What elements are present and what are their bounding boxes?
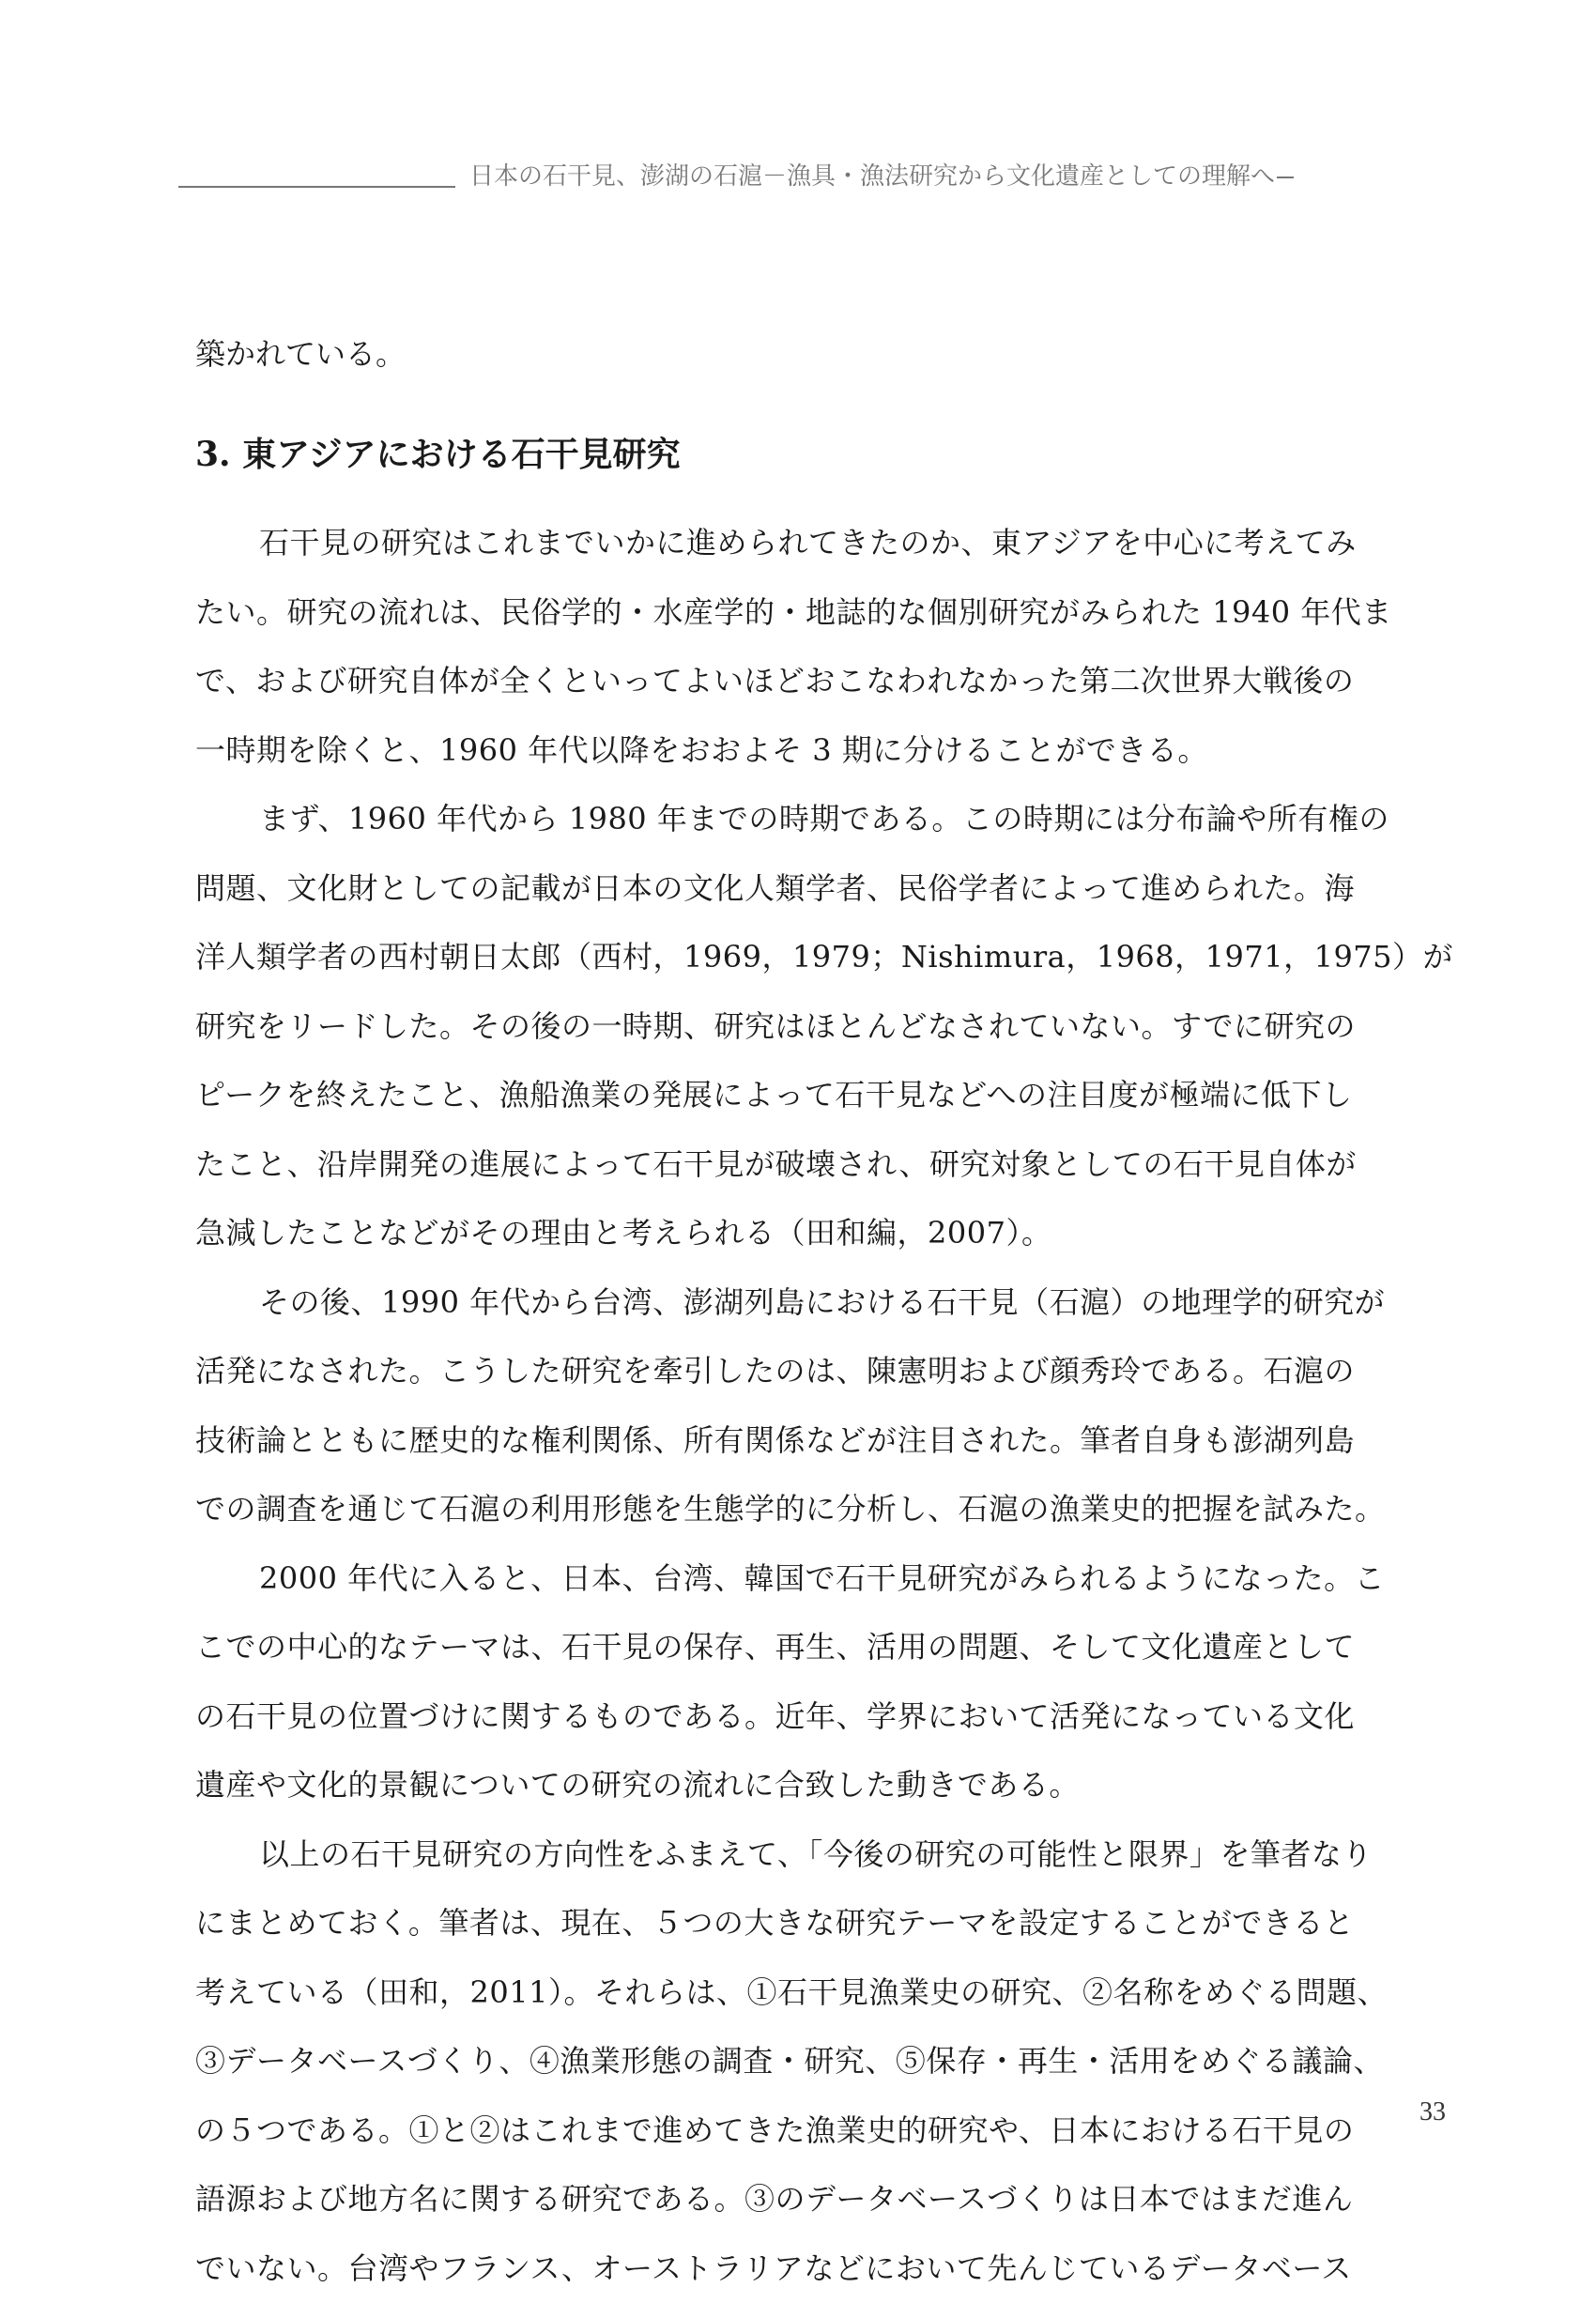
paragraph-line: にまとめておく。筆者は、現在、５つの大きな研究テーマを設定することができると: [195, 1889, 1435, 1958]
paragraph-line: での調査を通じて石滬の利用形態を生態学的に分析し、石滬の漁業史的把握を試みた。: [195, 1475, 1435, 1544]
paragraph-line: の石干見の位置づけに関するものである。近年、学界において活発になっている文化: [195, 1682, 1435, 1752]
paragraph-line: で、および研究自体が全くといってよいほどおこなわれなかった第二次世界大戦後の: [195, 647, 1435, 716]
paragraph-line: ③データベースづくり、④漁業形態の調査・研究、⑤保存・再生・活用をめぐる議論、: [195, 2027, 1435, 2096]
paragraph-line: こでの中心的なテーマは、石干見の保存、再生、活用の問題、そして文化遺産として: [195, 1613, 1435, 1682]
page-body: [195, 319, 1435, 2303]
paragraph-line: でいない。台湾やフランス、オーストラリアなどにおいて先んじているデータベース: [195, 2234, 1435, 2303]
paragraph-line: 技術論とともに歴史的な権利関係、所有関係などが注目された。筆者自身も澎湖列島: [195, 1406, 1435, 1476]
paragraph-line: 研究をリードした。その後の一時期、研究はほとんどなされていない。すでに研究の: [195, 992, 1435, 1062]
paragraph-3: [195, 1268, 1435, 1544]
paragraph-line: の５つである。①と②はこれまで進めてきた漁業史的研究や、日本における石干見の: [195, 2096, 1435, 2166]
paragraph-line: 語源および地方名に関する研究である。③のデータベースづくりは日本ではまだ進ん: [195, 2165, 1435, 2234]
page-number: 33: [1352, 2094, 1446, 2131]
continuation-text: 築かれている。: [195, 319, 1435, 389]
paragraph-line: まず、1960 年代から 1980 年までの時期である。この時期には分布論や所有権の: [195, 785, 1435, 854]
section-heading: 3. 東アジアにおける石干見研究: [195, 426, 1435, 483]
paragraph-1: [195, 509, 1435, 785]
paragraph-line: 2000 年代に入ると、日本、台湾、韓国で石干見研究がみられるようになった。こ: [195, 1544, 1435, 1614]
paragraph-line: 急減したことなどがその理由と考えられる（田和編，2007）。: [195, 1199, 1435, 1268]
paragraph-line: 一時期を除くと、1960 年代以降をおおよそ 3 期に分けることができる。: [195, 716, 1435, 786]
paragraph-line: ピークを終えたこと、漁船漁業の発展によって石干見などへの注目度が極端に低下し: [195, 1061, 1435, 1130]
paragraph-2: [195, 785, 1435, 1268]
paragraph-line: 活発になされた。こうした研究を牽引したのは、陳憲明および顔秀玲である。石滬の: [195, 1337, 1435, 1406]
header-rule: [178, 186, 455, 188]
paragraph-line: 遺産や文化的景観についての研究の流れに合致した動きである。: [195, 1751, 1435, 1820]
paragraph-4: [195, 1544, 1435, 1820]
running-header: [178, 158, 1446, 195]
header-title: 日本の石干見、澎湖の石滬－漁具・漁法研究から文化遺産としての理解へ: [469, 158, 1446, 195]
paragraph-line: 問題、文化財としての記載が日本の文化人類学者、民俗学者によって進められた。海: [195, 854, 1435, 924]
paragraph-line: 以上の石干見研究の方向性をふまえて、「今後の研究の可能性と限界」を筆者なり: [195, 1820, 1435, 1890]
paragraph-line: 石干見の研究はこれまでいかに進められてきたのか、東アジアを中心に考えてみ: [195, 509, 1435, 578]
paragraph-line: 考えている（田和，2011）。それらは、①石干見漁業史の研究、②名称をめぐる問題、: [195, 1958, 1435, 2028]
paragraph-line: たい。研究の流れは、民俗学的・水産学的・地誌的な個別研究がみられた 1940 年代ま: [195, 578, 1435, 648]
paragraph-line: 洋人類学者の西村朝日太郎（西村，1969，1979；Nishimura，1968，1971，1975）が: [195, 923, 1435, 992]
paragraph-line: たこと、沿岸開発の進展によって石干見が破壊され、研究対象としての石干見自体が: [195, 1130, 1435, 1200]
paragraph-line: その後、1990 年代から台湾、澎湖列島における石干見（石滬）の地理学的研究が: [195, 1268, 1435, 1338]
paragraph-5: [195, 1820, 1435, 2303]
